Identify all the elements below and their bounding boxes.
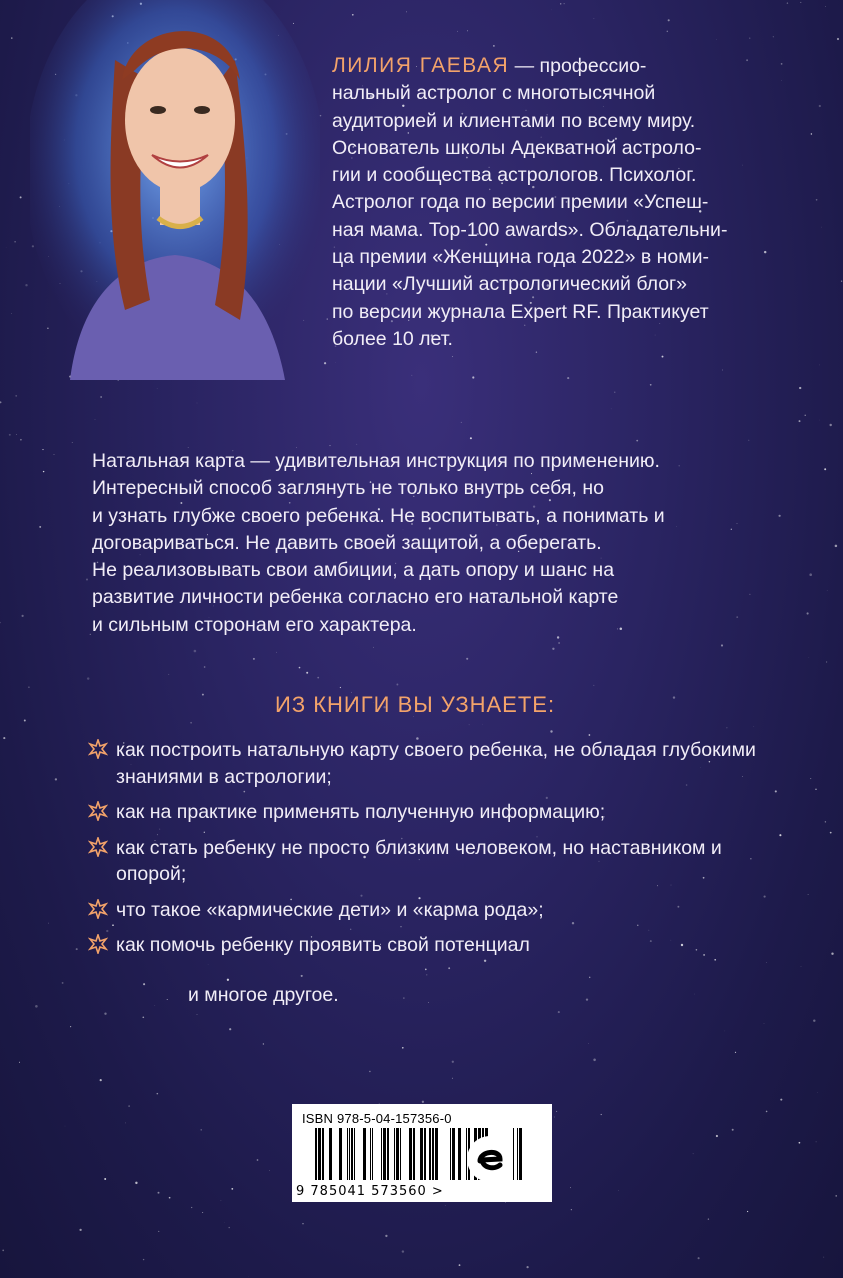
list-item	[88, 799, 788, 826]
bio-line: Основатель школы Адекватной астроло-	[332, 136, 702, 159]
star-bullet-icon	[88, 899, 108, 919]
intro-line: Натальная карта — удивительная инструкция по применению.	[92, 450, 660, 472]
author-portrait	[30, 0, 320, 380]
barcode-digits: 9 785041 573560 >	[296, 1184, 444, 1199]
list-item	[88, 897, 788, 924]
star-bullet-icon	[88, 934, 108, 954]
intro-line: и сильным сторонам его характера.	[92, 613, 417, 636]
intro-line: Не реализовывать свои амбиции, а дать опору и шанс на	[92, 559, 615, 582]
bio-line: — профессио-	[514, 55, 647, 77]
learn-list	[88, 737, 788, 968]
bio-line: нации «Лучший астрологический блог»	[332, 273, 688, 296]
bio-line: аудиторией и клиентами по всему миру.	[332, 109, 696, 132]
list-item	[88, 737, 788, 790]
intro-line: развитие личности ребенка согласно его натальной карте	[92, 586, 619, 609]
bio-line: гии и сообщества астрологов. Психолог.	[332, 164, 697, 187]
bio-line: более 10 лет.	[332, 327, 453, 350]
closing-line: и многое другое.	[188, 984, 339, 1006]
bio-line: ца премии «Женщина года 2022» в номи-	[332, 246, 710, 269]
star-bullet-icon	[88, 739, 108, 759]
list-item-text: как помочь ребенку проявить свой потенциал	[116, 934, 530, 956]
list-item	[88, 932, 788, 959]
list-item-text: как стать ребенку не просто близким человеком, но наставником и опорой;	[116, 836, 722, 885]
bio-line: нальный астролог с многотысячной	[332, 82, 656, 105]
list-item-text: как построить натальную карту своего ребенка, не обладая глубокими знаниями в астрологии;	[116, 739, 756, 788]
list-item-text: как на практике применять полученную информацию;	[116, 801, 606, 823]
isbn-text: ISBN 978-5-04-157356-0	[302, 1111, 452, 1126]
star-bullet-icon	[88, 801, 108, 821]
intro-line: Интересный способ заглянуть не только внутрь себя, но	[92, 477, 604, 500]
author-name: ЛИЛИЯ ГАЕВАЯ	[332, 54, 510, 77]
intro-paragraph	[92, 448, 792, 639]
bio-line: ная мама. Top-100 awards». Обладательни-	[332, 218, 728, 241]
learn-heading: ИЗ КНИГИ ВЫ УЗНАЕТЕ:	[275, 692, 556, 717]
bio-line: по версии журнала Expert RF. Практикует	[332, 300, 709, 323]
star-bullet-icon	[88, 837, 108, 857]
list-item-text: что такое «кармические дети» и «карма рода»;	[116, 898, 544, 921]
intro-line: и узнать глубже своего ребенка. Не воспитывать, а понимать и	[92, 504, 665, 527]
bio-line: Астролог года по версии премии «Успеш-	[332, 191, 709, 214]
list-item	[88, 835, 788, 888]
author-bio	[332, 52, 792, 353]
publisher-logo-icon	[466, 1135, 514, 1183]
intro-line: договариваться. Не давить своей защитой, а оберегать.	[92, 531, 602, 554]
